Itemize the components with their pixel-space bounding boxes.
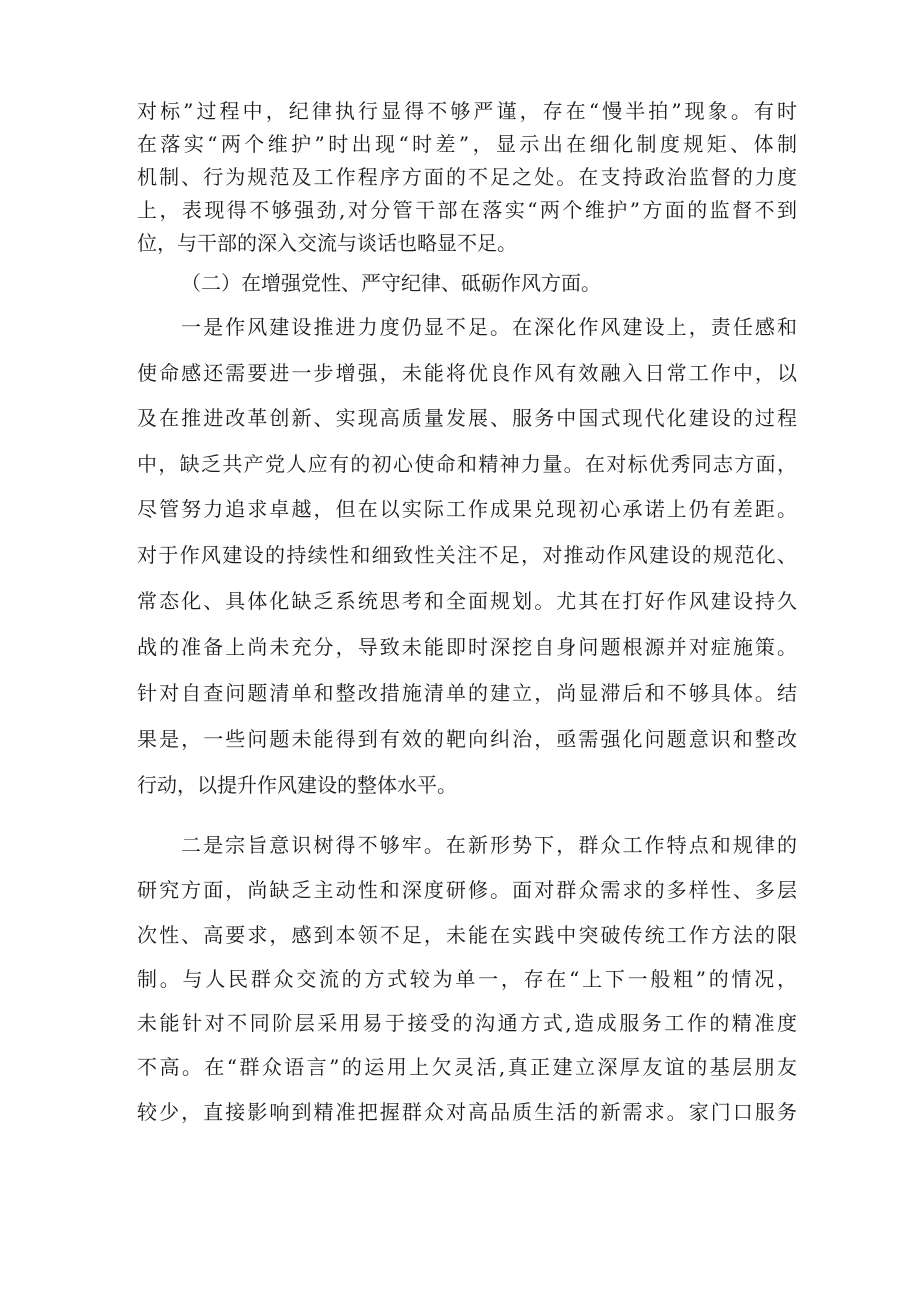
text-line: 位，与干部的深入交流与谈话也略显不足。 [137,231,517,255]
text-line: 尽管努力追求卓越，但在以实际工作成果兑现初心承诺上仍有差距。 [137,497,797,521]
text-line: 中，缺乏共产党人应有的初心使命和精神力量。在对标优秀同志方面， [137,452,797,476]
text-line: 制。与人民群众交流的方式较为单一，存在“上下一般粗”的情况， [137,967,797,991]
text-line: 对于作风建设的持续性和细致性关注不足，对推动作风建设的规范化、 [137,543,797,567]
text-line: 使命感还需要进一步增强，未能将优良作风有效融入日常工作中，以 [137,361,797,385]
text-line: 战的准备上尚未充分，导致未能即时深挖自身问题根源并对症施策。 [137,635,797,659]
section-heading: （二）在增强党性、严守纪律、砥砺作风方面。 [181,271,601,295]
text-line: 研究方面，尚缺乏主动性和深度研修。面对群众需求的多样性、多层 [137,878,797,902]
text-line: 及在推进改革创新、实现高质量发展、服务中国式现代化建设的过程 [137,406,797,430]
text-line: 对标”过程中，纪律执行显得不够严谨，存在“慢半拍”现象。有时 [137,99,797,123]
text-line: 在落实“两个维护”时出现“时差”，显示出在细化制度规矩、体制 [137,132,797,156]
text-line: 常态化、具体化缺乏系统思考和全面规划。尤其在打好作风建设持久 [137,589,797,613]
text-line: 次性、高要求，感到本领不足，未能在实践中突破传统工作方法的限 [137,923,797,947]
text-line: 上，表现得不够强劲,对分管干部在落实“两个维护”方面的监督不到 [137,198,797,222]
text-line: 未能针对不同阶层采用易于接受的沟通方式,造成服务工作的精准度 [137,1011,797,1035]
text-line: 机制、行为规范及工作程序方面的不足之处。在支持政治监督的力度 [137,165,797,189]
text-line: 二是宗旨意识树得不够牢。在新形势下，群众工作特点和规律的 [181,833,797,857]
text-line: 一是作风建设推进力度仍显不足。在深化作风建设上，责任感和 [181,315,797,339]
text-line: 果是，一些问题未能得到有效的靶向纠治，亟需强化问题意识和整改 [137,727,797,751]
text-line: 行动，以提升作风建设的整体水平。 [137,773,457,797]
text-line: 较少，直接影响到精准把握群众对高品质生活的新需求。家门口服务 [137,1100,797,1124]
text-line: 不高。在“群众语言”的运用上欠灵活,真正建立深厚友谊的基层朋友 [137,1055,797,1079]
text-line: 针对自查问题清单和整改措施清单的建立，尚显滞后和不够具体。结 [137,681,797,705]
